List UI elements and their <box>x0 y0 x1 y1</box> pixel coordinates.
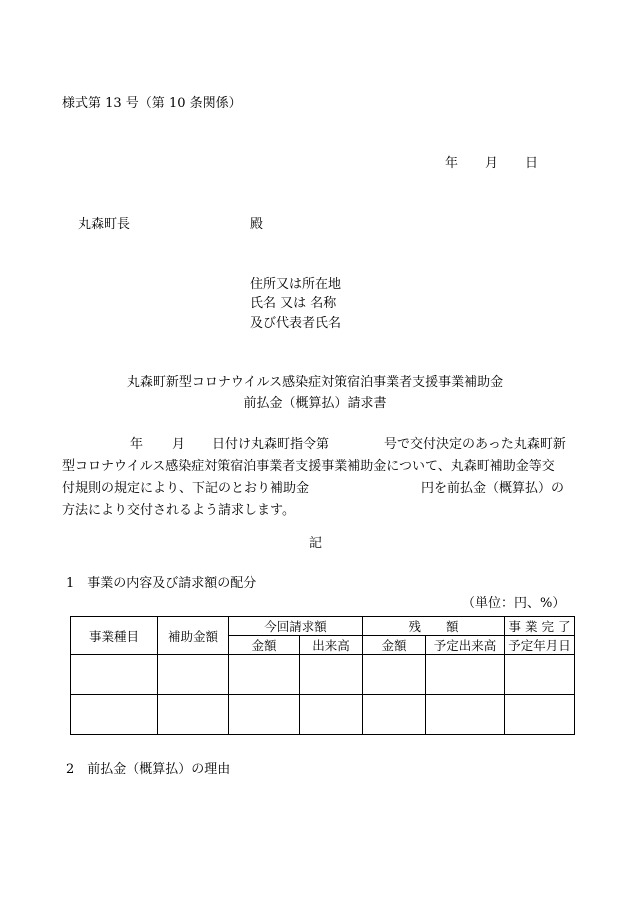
cell-progress[interactable] <box>300 655 363 695</box>
request-body <box>62 434 576 522</box>
subheader-remaining-amount: 金額 <box>363 636 426 655</box>
cell-subsidy-amount[interactable] <box>158 655 229 695</box>
date-year: 年 <box>445 156 459 171</box>
header-completion-1: 事 業 完 了 <box>505 617 575 636</box>
cell-amount[interactable] <box>229 655 300 695</box>
body-year: 年 <box>130 437 144 452</box>
body-text-6: 方法により交付されるよう請求します。 <box>62 503 295 518</box>
section-2-title: 2 前払金（概算払）の理由 <box>66 762 231 777</box>
body-line-2 <box>62 456 576 478</box>
body-text-5: 円を前払金（概算払）の <box>421 481 565 496</box>
addressee-honorific: 殿 <box>250 217 264 232</box>
date-month: 月 <box>485 156 499 171</box>
form-number: 様式第 13 号（第 10 条関係） <box>62 96 242 111</box>
header-business-type: 事業種目 <box>71 617 158 655</box>
cell-amount[interactable] <box>229 695 300 735</box>
cell-business-type[interactable] <box>71 695 158 735</box>
cell-business-type[interactable] <box>71 655 158 695</box>
addressee-name: 丸森町長 <box>78 217 131 232</box>
cell-planned-progress[interactable] <box>426 695 505 735</box>
header-current-request: 今回請求額 <box>229 617 363 636</box>
header-subsidy-amount: 補助金額 <box>158 617 229 655</box>
unit-label: （単位：円、%） <box>462 596 566 611</box>
body-line-1 <box>62 434 576 456</box>
applicant-name-label: 氏名 又は 名称 <box>250 296 337 311</box>
title-line-1: 丸森町新型コロナウイルス感染症対策宿泊事業者支援事業補助金 <box>126 375 504 390</box>
section-1-title: 1 事業の内容及び請求額の配分 <box>66 576 257 591</box>
cell-progress[interactable] <box>300 695 363 735</box>
cell-planned-progress[interactable] <box>426 655 505 695</box>
date-day: 日 <box>525 156 539 171</box>
applicant-representative-label: 及び代表者氏名 <box>250 316 342 331</box>
title-line-2: 前払金（概算払）請求書 <box>243 396 387 411</box>
cell-remaining-amount[interactable] <box>363 655 426 695</box>
body-line-3 <box>62 478 576 500</box>
table-header-row-1 <box>71 617 575 636</box>
table-row <box>71 695 575 735</box>
table-row <box>71 655 575 695</box>
ki-heading: 記 <box>309 536 323 551</box>
body-text-2: 号で交付決定のあった丸森町新 <box>384 437 566 452</box>
header-completion-2: 予定年月日 <box>505 636 575 655</box>
body-text-1: 日付け丸森町指令第 <box>212 437 330 452</box>
subheader-amount: 金額 <box>229 636 300 655</box>
body-month: 月 <box>172 437 186 452</box>
body-line-4 <box>62 500 576 522</box>
budget-table <box>70 616 575 735</box>
applicant-address-label: 住所又は所在地 <box>250 277 342 292</box>
cell-completion-date[interactable] <box>505 695 575 735</box>
cell-completion-date[interactable] <box>505 655 575 695</box>
subheader-progress: 出来高 <box>300 636 363 655</box>
header-remaining: 残 額 <box>363 617 505 636</box>
subheader-planned-progress: 予定出来高 <box>426 636 505 655</box>
body-text-4: 付規則の規定により、下記のとおり補助金 <box>62 481 310 496</box>
body-text-3: 型コロナウイルス感染症対策宿泊事業者支援事業補助金について、丸森町補助金等交 <box>62 459 555 474</box>
cell-subsidy-amount[interactable] <box>158 695 229 735</box>
cell-remaining-amount[interactable] <box>363 695 426 735</box>
